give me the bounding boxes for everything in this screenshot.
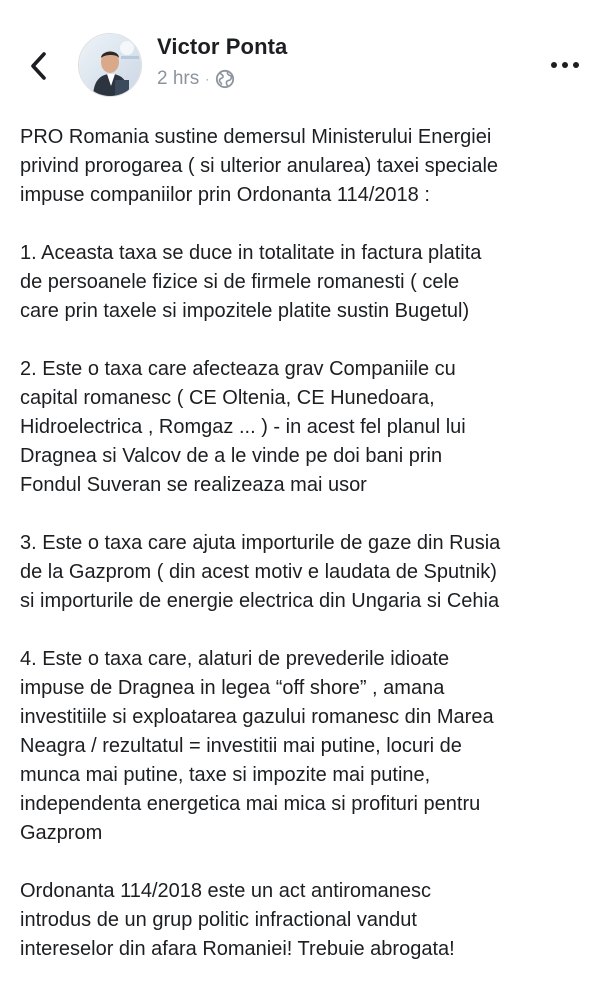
post-header [0, 0, 605, 120]
post-paragraph-2: 2. Este o taxa care afecteaza grav Companiile cu capital romanesc ( CE Oltenia, CE Hunedoara, Hidroelectrica , Romgaz ... ) - in acest fel planul lui Dragnea si Valcov de a le vinde pe doi bani prin Fondul Suveran se realizeaza mai usor [20, 358, 466, 496]
meta-separator: · [205, 72, 210, 86]
chevron-left-icon [28, 51, 50, 81]
post-paragraph-1: 1. Aceasta taxa se duce in totalitate in factura platita de persoanele fizice si de firmele romanesti ( cele care prin taxele si impozitele platite sustin Bugetul) [20, 242, 482, 322]
author-name[interactable]: Victor Ponta [157, 34, 288, 59]
post-meta [157, 66, 235, 92]
post-paragraph-intro: PRO Romania sustine demersul Ministerului Energiei privind prorogarea ( si ulterior anularea) taxei speciale impuse companiilor prin Ordonanta 114/2018 : [20, 126, 499, 206]
more-horizontal-icon [550, 61, 580, 69]
post-timestamp[interactable]: 2 hrs [157, 68, 200, 89]
avatar-photo [79, 34, 142, 97]
post-paragraph-conclusion: Ordonanta 114/2018 este un act antiromanesc introdus de un grup politic infractional vandut intereselor din afara Romaniei! Trebuie abrogata! [20, 880, 455, 960]
globe-icon [215, 69, 235, 89]
post-paragraph-4: 4. Este o taxa care, alaturi de prevederile idioate impuse de Dragnea in legea “off shore” , amana investitiile si exploatarea gazului romanesc din Marea Neagra / rezultatul = investitii mai putine, locuri de munca mai putine, taxe si impozite mai putine, independenta energetica mai mica si profituri pentru Gazprom [20, 648, 494, 844]
post-paragraph-3: 3. Este o taxa care ajuta importurile de gaze din Rusia de la Gazprom ( din acest motiv e laudata de Sputnik) si importurile de energie electrica din Ungaria si Cehia [20, 532, 501, 612]
back-button[interactable] [22, 44, 56, 88]
more-options-button[interactable] [545, 52, 585, 78]
post-text [20, 123, 600, 964]
avatar[interactable] [78, 33, 142, 97]
